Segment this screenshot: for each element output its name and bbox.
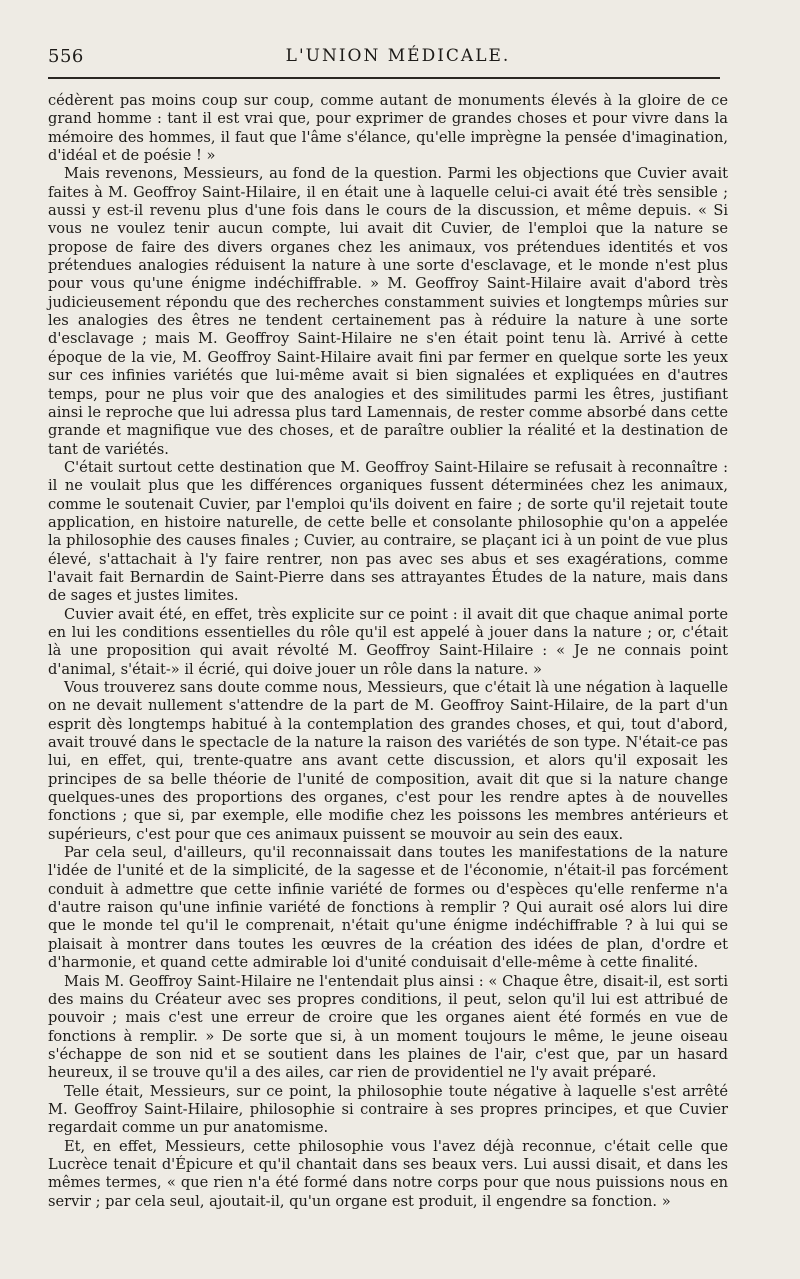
- page-header: [48, 40, 720, 74]
- paragraph: Mais revenons, Messieurs, au fond de la question. Parmi les objections que Cuvier avait faites à M. Geoffroy Saint-Hilaire, il en était une à laquelle celui-ci avait été très sensible ; aussi y est-il revenu plus d'une fois dans le cours de la discussion, et même depuis. « Si vous ne voulez tenir aucun compte, lui avait dit Cuvier, de l'emploi que la nature se propose de faire des divers organes chez les animaux, vos prétendues identités et vos prétendues analogies réduisent la nature à une sorte d'esclavage, et le monde n'est plus pour vous qu'une énigme indéchiffrable. » M. Geoffroy Saint-Hilaire avait d'abord très judicieusement répondu que des recherches constamment suivies et longtemps mûries sur les analogies des êtres ne tendent certainement pas à réduire la nature à une sorte d'esclavage ; mais M. Geoffroy Saint-Hilaire ne s'en était point tenu là. Arrivé à cette époque de la vie, M. Geoffroy Saint-Hilaire avait fini par fermer en quelque sorte les yeux sur ces infinies variétés que lui-même avait si bien signalées et expliquées en d'autres temps, pour ne plus voir que des analogies et des similitudes parmi les êtres, justifiant ainsi le reproche que lui adressa plus tard Lamennais, de rester comme absorbé dans cette grande et magnifique vue des choses, et de paraître oublier la réalité et la destination de tant de variétés.: [48, 165, 728, 458]
- body-text: [48, 92, 728, 1211]
- running-title: L'UNION MÉDICALE.: [285, 46, 511, 66]
- paragraph: Cuvier avait été, en effet, très explicite sur ce point : il avait dit que chaque animal porte en lui les conditions essentielles du rôle qu'il est appelé à jouer dans la nature ; or, c'était là une proposition qui avait révolté M. Geoffroy Saint-Hilaire : « Je ne connais point d'animal, s'était-» il écrié, qui doive jouer un rôle dans la nature. »: [48, 605, 728, 678]
- paragraph: cédèrent pas moins coup sur coup, comme autant de monuments élevés à la gloire de ce grand homme : tant il est vrai que, pour exprimer de grandes choses et pour vivre dans la mémoire des hommes, il faut que l'âme s'élance, qu'elle imprègne la pensée d'imagination, d'idéal et de poésie ! »: [48, 92, 728, 165]
- page-number: 556: [48, 46, 84, 67]
- paragraph: Par cela seul, d'ailleurs, qu'il reconnaissait dans toutes les manifestations de la nature l'idée de l'unité et de la simplicité, de la sagesse et de l'économie, n'était-il pas forcément conduit à admettre que cette infinie variété de formes ou d'espèces qu'elle renferme n'a d'autre raison qu'une infinie variété de fonctions à remplir ? Qui aurait osé alors lui dire que le monde tel qu'il le comprenait, n'était qu'une énigme indéchiffrable ? à lui qui se plaisait à montrer dans toutes les œuvres de la création des idées de plan, d'ordre et d'harmonie, et quand cette admirable loi d'unité conduisait d'elle-même à cette finalité.: [48, 844, 728, 972]
- paragraph: Vous trouverez sans doute comme nous, Messieurs, que c'était là une négation à laquelle on ne devait nullement s'attendre de la part de M. Geoffroy Saint-Hilaire, de la part d'un esprit dès longtemps habitué à la contemplation des grandes choses, et qui, tout d'abord, avait trouvé dans le spectacle de la nature la raison des variétés de son type. N'était-ce pas lui, en effet, qui, trente-quatre ans avant cette discussion, et alors qu'il exposait les principes de sa belle théorie de l'unité de composition, avait dit que si la nature change quelques-unes des proportions des organes, c'est pour les rendre aptes à de nouvelles fonctions ; que si, par exemple, elle modifie chez les poissons les membres antérieurs et supérieurs, c'est pour que ces animaux puissent se mouvoir au sein des eaux.: [48, 679, 728, 843]
- paragraph: Et, en effet, Messieurs, cette philosophie vous l'avez déjà reconnue, c'était celle que Lucrèce tenait d'Épicure et qu'il chantait dans ses beaux vers. Lui aussi disait, et dans les mêmes termes, « que rien n'a été formé dans notre corps pour que nous puissions nous en servir ; par cela seul, ajoutait-il, qu'un organe est produit, il engendre sa fonction. »: [48, 1137, 728, 1210]
- paragraph: Mais M. Geoffroy Saint-Hilaire ne l'entendait plus ainsi : « Chaque être, disait-il, est sorti des mains du Créateur avec ses propres conditions, il peut, selon qu'il lui est attribué de pouvoir ; mais c'est une erreur de croire que les organes aient été formés en vue de fonctions à remplir. » De sorte que si, à un moment toujours le même, le jeune oiseau s'échappe de son nid et se soutient dans les plaines de l'air, c'est que, par un hasard heureux, il se trouve qu'il a des ailes, car rien de providentiel ne l'y avait préparé.: [48, 972, 728, 1082]
- paragraph: C'était surtout cette destination que M. Geoffroy Saint-Hilaire se refusait à reconnaître : il ne voulait plus que les différences organiques fussent déterminées chez les animaux, comme le soutenait Cuvier, par l'emploi qu'ils doivent en faire ; de sorte qu'il rejetait toute application, en histoire naturelle, de cette belle et consolante philosophie qu'on a appelée la philosophie des causes finales ; Cuvier, au contraire, se plaçant ici à un point de vue plus élevé, s'attachait à l'y faire rentrer, non pas avec ses abus et ses exagérations, comme l'avait fait Bernardin de Saint-Pierre dans ses attrayantes Études de la nature, mais dans de sages et justes limites.: [48, 458, 728, 605]
- header-rule: [48, 77, 720, 79]
- paragraph: Telle était, Messieurs, sur ce point, la philosophie toute négative à laquelle s'est arrêté M. Geoffroy Saint-Hilaire, philosophie si contraire à ses propres principes, et que Cuvier regardait comme un pur anatomisme.: [48, 1082, 728, 1137]
